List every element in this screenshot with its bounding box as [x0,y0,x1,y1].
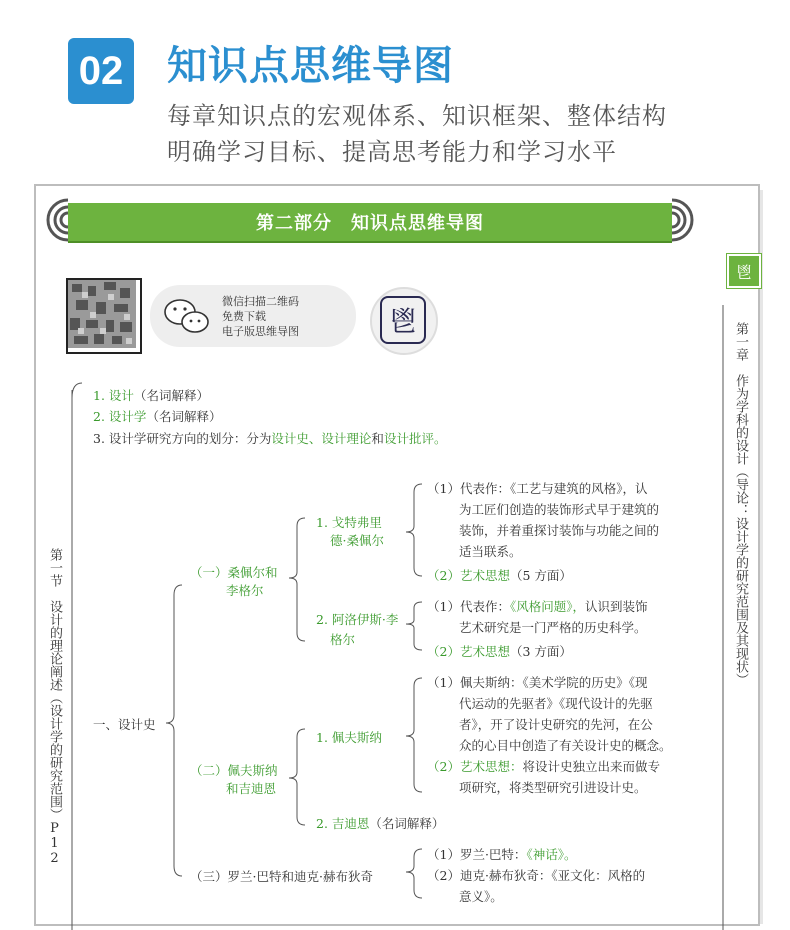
item-2-term: 设计学 [108,409,147,424]
branch-1-sub-1-a: 1. 戈特弗里 [316,515,382,530]
branch-1-sub-2 [316,610,398,650]
section-banner: 第二部分 知识点思维导图 [68,203,672,243]
leaf-line: 项研究，将类型研究引进设计史。 [459,780,647,795]
chapter-tab-icon: 鬯 [727,254,761,288]
leaf-line [427,756,672,777]
item-3-prefix: 3. 设计学研究方向的划分：分为 [93,431,272,446]
section-title-tab: 第一节 设计的理论阐述（设计学的研究范围）P12 [47,548,62,866]
branch-1-sub-1-b: 德·桑佩尔 [330,533,384,548]
leaf-green: 《风格问题》， [509,599,585,614]
leaf-pre: （1）代表作： [427,599,510,614]
leaf-note: （5 方面） [509,568,572,583]
leaf-line: （1）佩夫斯纳：《美术学院的历史》《现 [427,675,648,690]
branch-1-sub-2-leaf-2 [427,642,572,660]
branch-1-sub-1-leaf-1 [427,478,659,562]
subtitle-line-2: 明确学习目标、提高思考能力和学习水平 [167,138,617,166]
item-1-term: 设计 [108,388,134,403]
leaf-line [427,596,648,617]
item-3-and: 和 [371,431,384,446]
leaf-line: 艺术研究是一门严格的历史科学。 [459,620,647,635]
subtitle-line-1: 每章知识点的宏观体系、知识框架、整体结构 [167,102,667,130]
stamp-logo-mark: 鬯 [380,296,426,344]
leaf-line: 为工匠们创造的装饰形式早于建筑的 [459,502,660,517]
branch-2-sub-1: 1. 佩夫斯纳 [316,730,382,745]
leaf-pre: （1）罗兰·巴特： [427,847,527,862]
chapter-title-tab: 第一章 作为学科的设计（导论：设计学的研究范围及其现状） [733,322,748,686]
branch-1-label [190,564,278,600]
wechat-line-3: 电子版思维导图 [222,325,299,338]
leaf-green: （2）艺术思想： [427,759,523,774]
leaf-line: 装饰，并着重探讨装饰与功能之间的 [459,523,660,538]
branch-1-sub-1 [316,514,384,550]
list-item-1 [93,386,209,404]
branch-3-leaves [427,844,645,907]
branch-1-sub-2-b: 格尔 [330,632,356,647]
mindmap-root: 一、设计史 [93,717,156,732]
item-2-number: 2. [93,409,105,424]
leaf-green: （2）艺术思想 [427,568,510,583]
item-2-note: （名词解释） [146,409,222,424]
list-item-2 [93,407,221,425]
branch-2-sub-2-term: 2. 吉迪恩 [316,816,370,831]
item-1-note: （名词解释） [133,388,209,403]
leaf-line: （1）代表作：《工艺与建筑的风格》，认 [427,481,648,496]
branch-2-label-a: （二）佩夫斯纳 [190,763,278,778]
wechat-line-1: 微信扫描二维码 [222,295,299,308]
page-title: 知识点思维导图 [167,43,454,89]
branch-2-sub-1-leaf-1 [427,672,672,798]
branch-2-label [190,762,278,798]
leaf-line: （2）迪克·赫布狄奇：《亚文化：风格的 [427,868,646,883]
leaf-note: （3 方面） [509,644,572,659]
leaf-line: 代运动的先驱者》《现代设计的先驱 [459,696,653,711]
branch-2-sub-2-note: （名词解释） [369,816,445,831]
leaf-post: 认识到装饰 [584,599,648,614]
leaf-post: 将设计史独立出来而做专 [522,759,660,774]
branch-2-sub-2 [316,814,444,832]
branch-1-label-a: （一）桑佩尔和 [190,565,278,580]
branch-3-label: （三）罗兰·巴特和迪克·赫布狄奇 [190,869,373,884]
list-item-3 [93,429,446,447]
leaf-line: 意义》。 [459,889,503,904]
leaf-line: 适当联系。 [459,544,522,559]
leaf-line: 者》，开了设计史研究的先河，在公 [459,717,653,732]
branch-1-sub-1-leaf-2 [427,566,572,584]
wechat-line-2: 免费下载 [222,310,266,323]
leaf-line [427,844,645,865]
branch-1-label-b: 李格尔 [226,583,264,598]
leaf-green: （2）艺术思想 [427,644,510,659]
branch-1-sub-2-a: 2. 阿洛伊斯·李 [316,612,399,627]
item-3-green-a: 设计史、设计理论 [271,431,372,446]
section-number-badge: 02 [68,38,134,104]
branch-2-label-b: 和吉迪恩 [226,781,277,796]
item-3-green-b: 设计批评。 [383,431,447,446]
leaf-green: 《神话》。 [526,847,577,862]
branch-1-sub-2-leaf-1 [427,596,648,638]
leaf-line: 众的心目中创造了有关设计史的概念。 [459,738,672,753]
item-1-number: 1. [93,388,105,403]
